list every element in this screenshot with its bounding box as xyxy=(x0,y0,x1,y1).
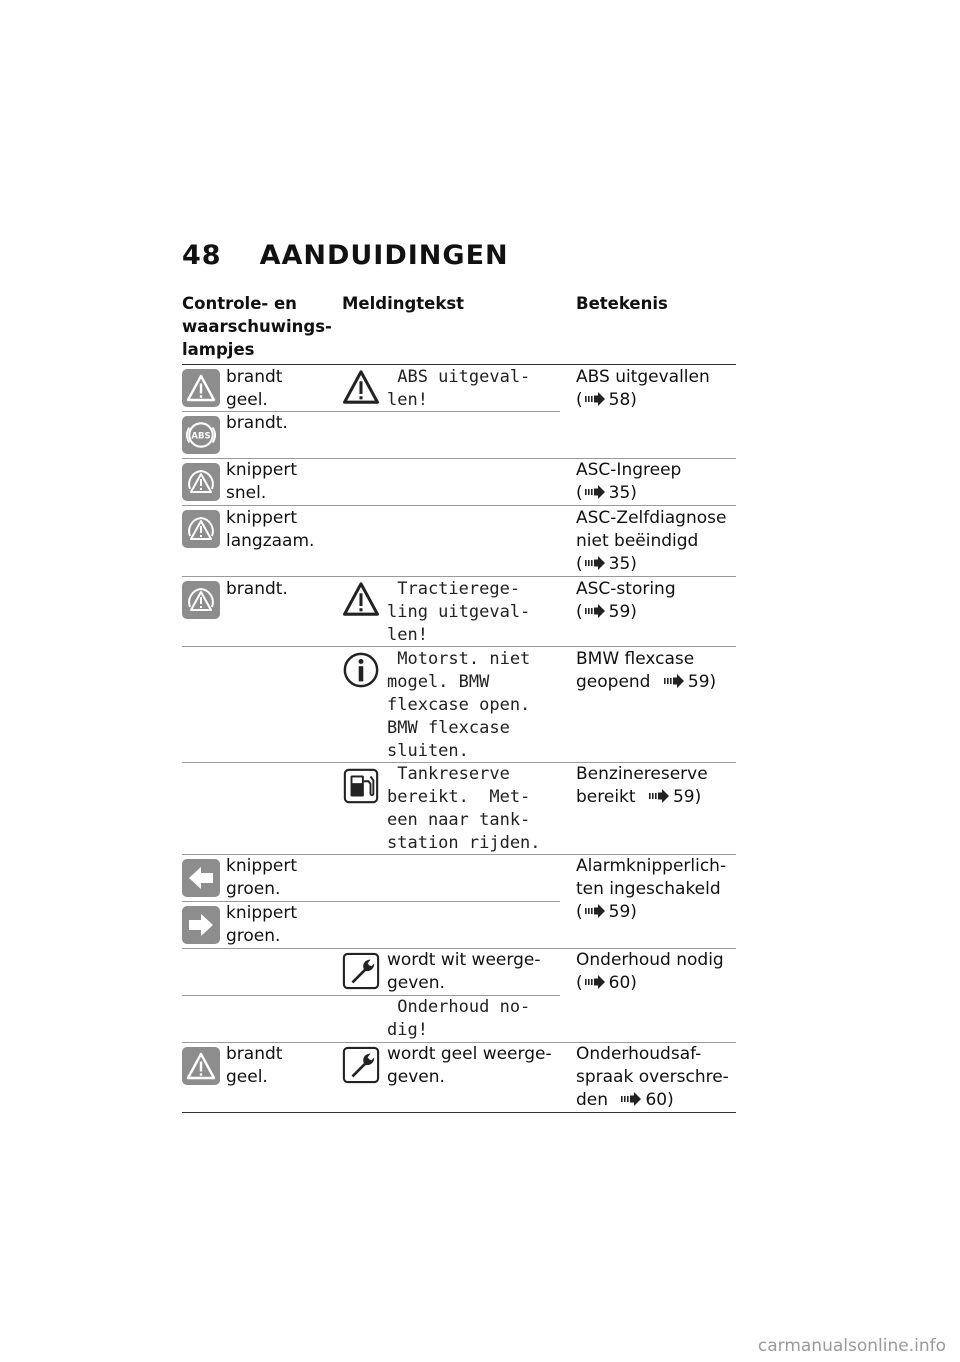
warning-triangle-icon xyxy=(182,1047,220,1085)
info-icon xyxy=(342,650,380,690)
row-divider xyxy=(182,505,736,506)
meaning-text: Alarmknipperlich-ten ingeschakeld ( 59) xyxy=(576,856,727,922)
wrench-icon xyxy=(342,1045,380,1085)
message-text: Tankreserve bereikt. Met- een naar tank- station rijden. xyxy=(387,764,541,853)
page-number: 48 xyxy=(182,240,222,271)
wrench-icon xyxy=(342,951,380,991)
table-header-rule xyxy=(182,364,736,365)
page-reference: 58) xyxy=(608,390,637,410)
page-reference: 60) xyxy=(645,1090,674,1110)
page-reference: 59) xyxy=(672,787,702,807)
asc-icon xyxy=(182,510,220,548)
row-divider xyxy=(182,576,736,577)
meaning-text: Onderhoudsaf-spraak overschre-den 60) xyxy=(576,1044,729,1110)
table-bottom-rule xyxy=(182,1112,736,1113)
warning-triangle-icon xyxy=(182,369,220,407)
page-reference: 35) xyxy=(608,554,637,574)
abs-icon xyxy=(182,416,220,454)
lamp-state: brandt geel. xyxy=(226,367,283,410)
meaning-text: BMW flexcase geopend 59) xyxy=(576,649,717,692)
lamp-state: knippert langzaam. xyxy=(226,508,315,551)
column-header-lamps: Controle- en waarschuwings-lampjes xyxy=(182,294,332,359)
lamp-state: brandt. xyxy=(226,413,288,433)
message-text: Tractierege- ling uitgeval- len! xyxy=(387,579,531,645)
arrow-left-icon xyxy=(182,859,220,897)
page-heading xyxy=(182,240,509,271)
meaning-text: ASC-storing ( 59) xyxy=(576,579,676,622)
lamp-state: knippert groen. xyxy=(226,856,298,899)
lamp-state: knippert groen. xyxy=(226,903,298,946)
asc-icon xyxy=(182,463,220,501)
message-description: wordt wit weerge-geven. xyxy=(387,950,541,993)
message-text: ABS uitgeval- len! xyxy=(387,367,531,410)
column-header-meaning: Betekenis xyxy=(576,294,668,313)
lamp-state: brandt. xyxy=(226,579,288,599)
column-header-message: Meldingtekst xyxy=(342,294,465,313)
page-reference: 59) xyxy=(608,902,637,922)
arrow-right-icon xyxy=(182,906,220,944)
page-reference: 59) xyxy=(608,602,637,622)
meaning-text: ASC-Zelfdiagnose niet beëindigd ( 35) xyxy=(576,508,727,574)
asc-icon xyxy=(182,581,220,619)
message-description: wordt geel weerge-geven. xyxy=(387,1044,552,1087)
warning-triangle-icon xyxy=(342,579,380,619)
page-reference: 59) xyxy=(687,672,717,692)
meaning-text: Onderhoud nodig ( 60) xyxy=(576,950,724,993)
message-text: Onderhoud no- dig! xyxy=(387,997,531,1040)
meaning-text: ASC-Ingreep ( 35) xyxy=(576,460,682,503)
meaning-text: ABS uitgevallen ( 58) xyxy=(576,367,710,410)
warning-triangle-icon xyxy=(342,367,380,407)
meaning-text: Benzinereserve bereikt 59) xyxy=(576,764,708,807)
watermark-link[interactable]: carmanualsonline.info xyxy=(757,1336,946,1356)
lamp-state: knippert snel. xyxy=(226,460,298,503)
message-text: Motorst. niet mogel. BMW flexcase open. BMW flexcase sluiten. xyxy=(387,649,531,761)
page-reference: 60) xyxy=(608,973,637,993)
fuel-pump-icon xyxy=(342,766,380,806)
page-title: AANDUIDINGEN xyxy=(259,240,509,271)
page-reference: 35) xyxy=(608,483,637,503)
lamp-state: brandt geel. xyxy=(226,1044,283,1087)
